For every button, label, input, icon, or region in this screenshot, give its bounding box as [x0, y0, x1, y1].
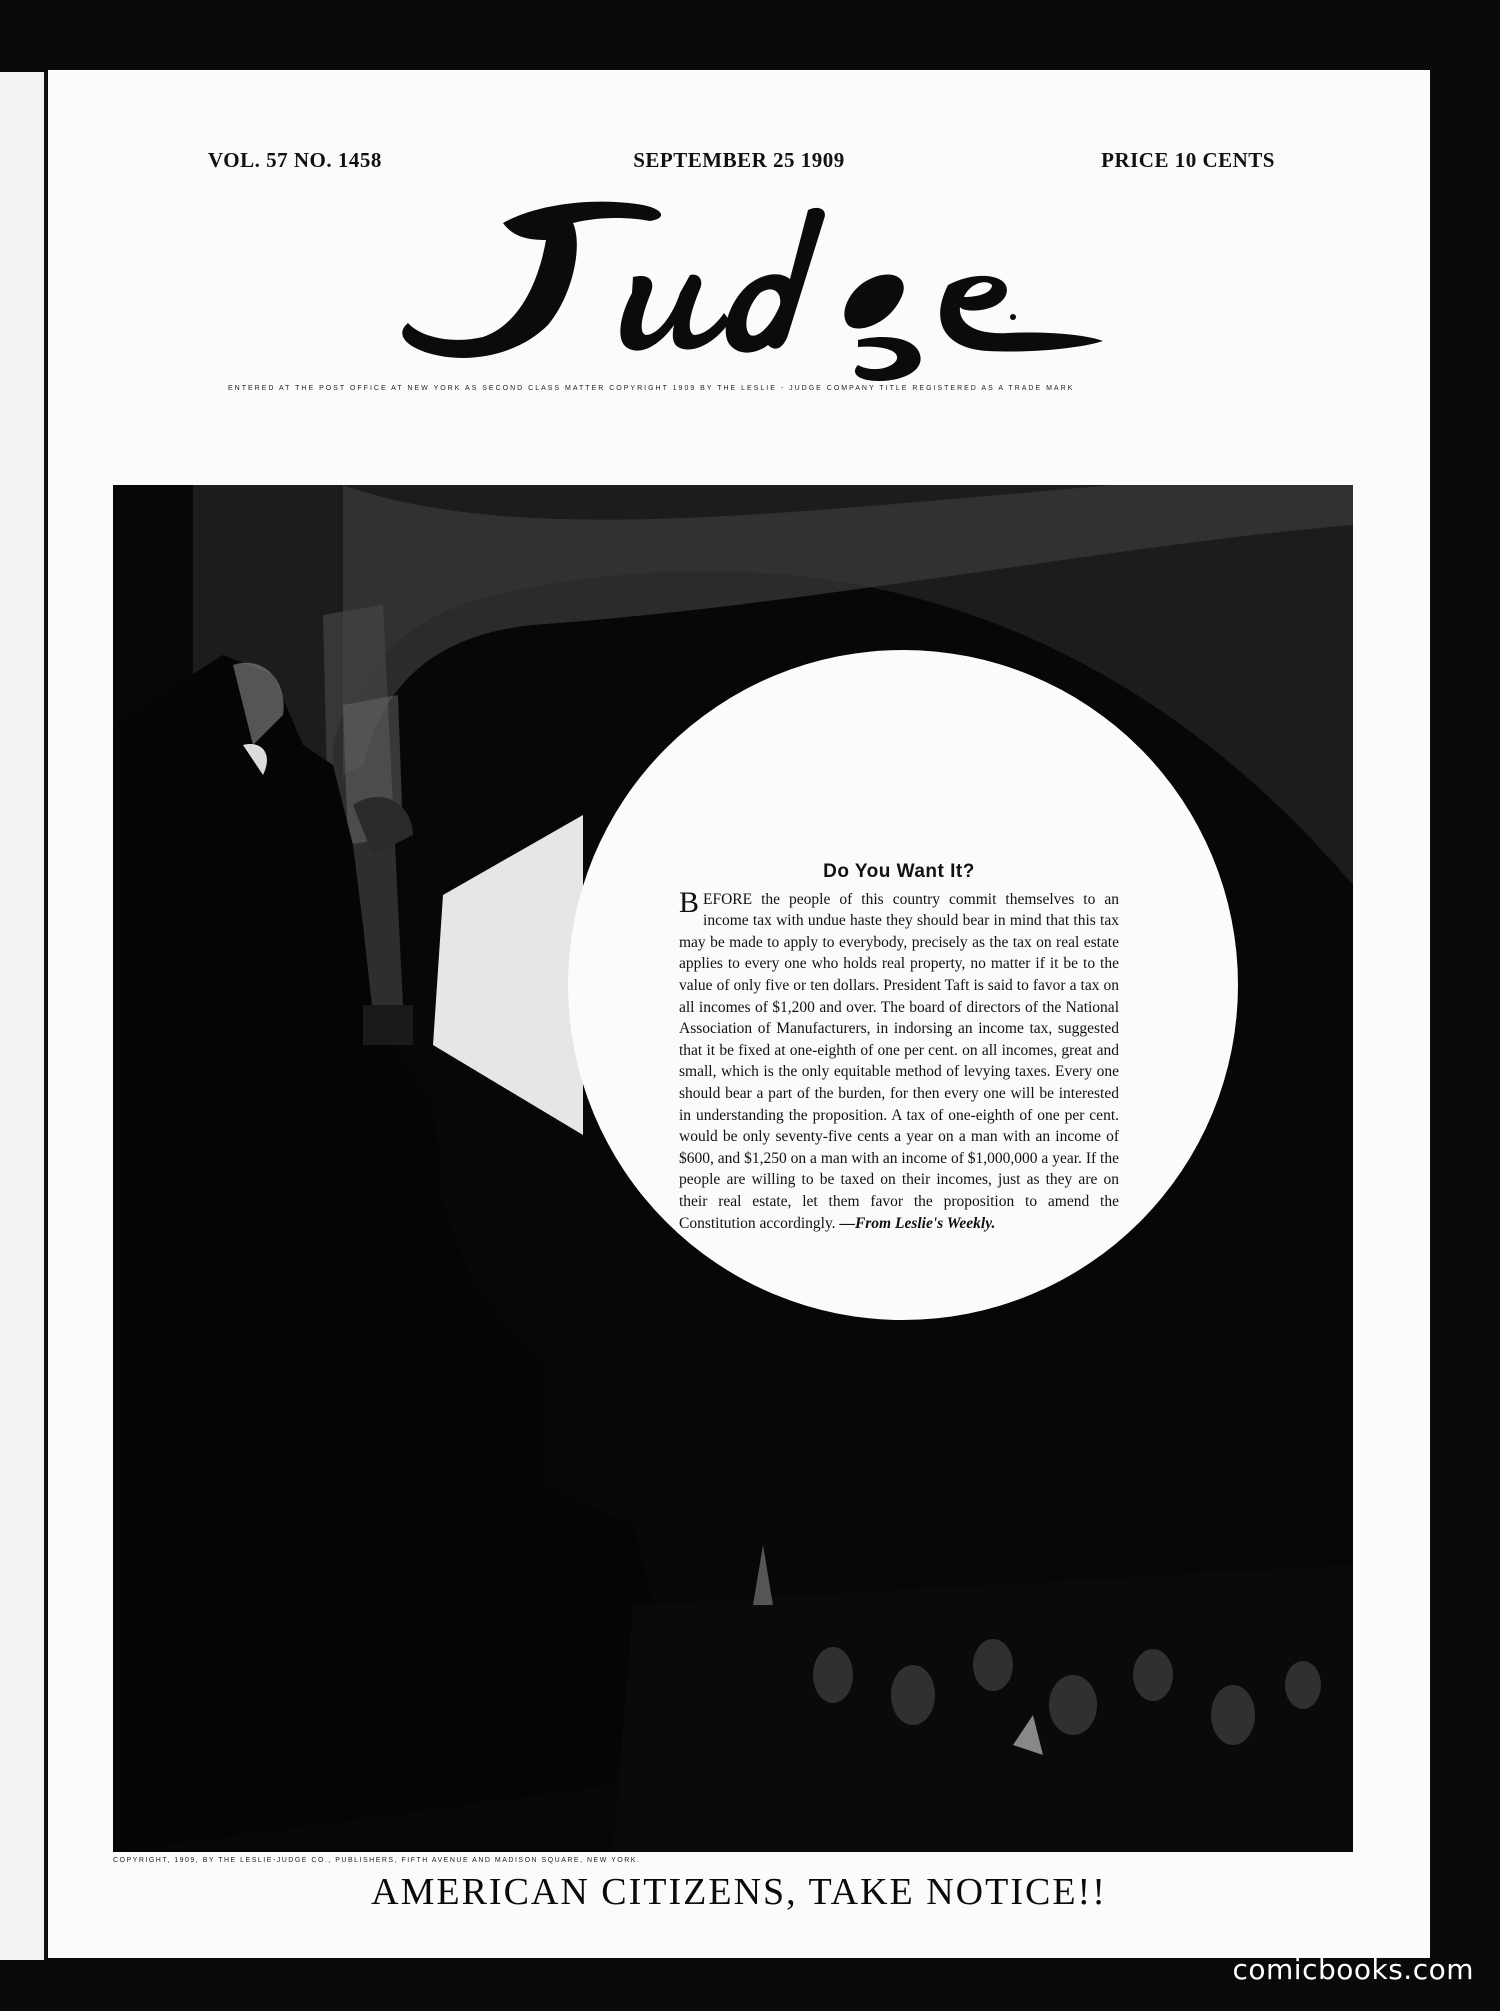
judge-logo: [388, 185, 1108, 385]
editorial-title: Do You Want It?: [823, 861, 975, 882]
site-watermark: comicbooks.com: [1232, 1953, 1474, 1986]
cover-illustration: [113, 485, 1353, 1852]
cover-caption: AMERICAN CITIZENS, TAKE NOTICE!!: [371, 1871, 1107, 1913]
issue-price: PRICE 10 CENTS: [1101, 148, 1275, 172]
volume-number: VOL. 57 NO. 1458: [208, 148, 382, 172]
left-page-edge: [0, 72, 47, 1960]
editorial-body-text: EFORE the people of this country commit themselves to an income tax with undue haste they should bear in mind that this tax may be made to apply to everybody, precisely as the tax on real estate applies to every one who holds real property, no matter if it be to the value of only five or ten dollars. President Taft is said to favor a tax on all incomes of $1,200 and over. The board of directors of the National Association of Manufacturers, in indorsing an income tax, suggested that it be fixed at one-eighth of one per cent. on all incomes, great and small, which is the only equitable method of levying taxes. Every one should bear a part of the burden, for then every one will be interested in understanding the proposition. A tax of one-eighth of one per cent. would be only seventy-five cents a year on a man with an income of $600, and $1,250 on a man with an income of $1,000,000 a year. If the people are willing to be taxed on their incomes, just as they are on their real estate, let them favor the proposition to amend the Constitution accordingly.: [679, 890, 1119, 1232]
editorial-source: —From Leslie's Weekly.: [839, 1214, 996, 1232]
copyright-line: COPYRIGHT, 1909, BY THE LESLIE-JUDGE CO., PUBLISHERS, FIFTH AVENUE AND MADISON SQUARE, NEW YORK.: [113, 1857, 641, 1864]
editorial-dropcap: B: [679, 885, 700, 919]
issue-date: SEPTEMBER 25 1909: [633, 148, 845, 172]
magazine-cover: [48, 70, 1430, 1958]
editorial-body: [679, 885, 1119, 1235]
masthead-row: [48, 148, 1430, 178]
postal-entry-note: ENTERED AT THE POST OFFICE AT NEW YORK AS SECOND CLASS MATTER COPYRIGHT 1909 BY THE LESLIE - JUDGE COMPANY TITLE REGISTERED AS A TRADE MARK: [228, 385, 1075, 392]
editorial-text-block: [679, 861, 1119, 1234]
